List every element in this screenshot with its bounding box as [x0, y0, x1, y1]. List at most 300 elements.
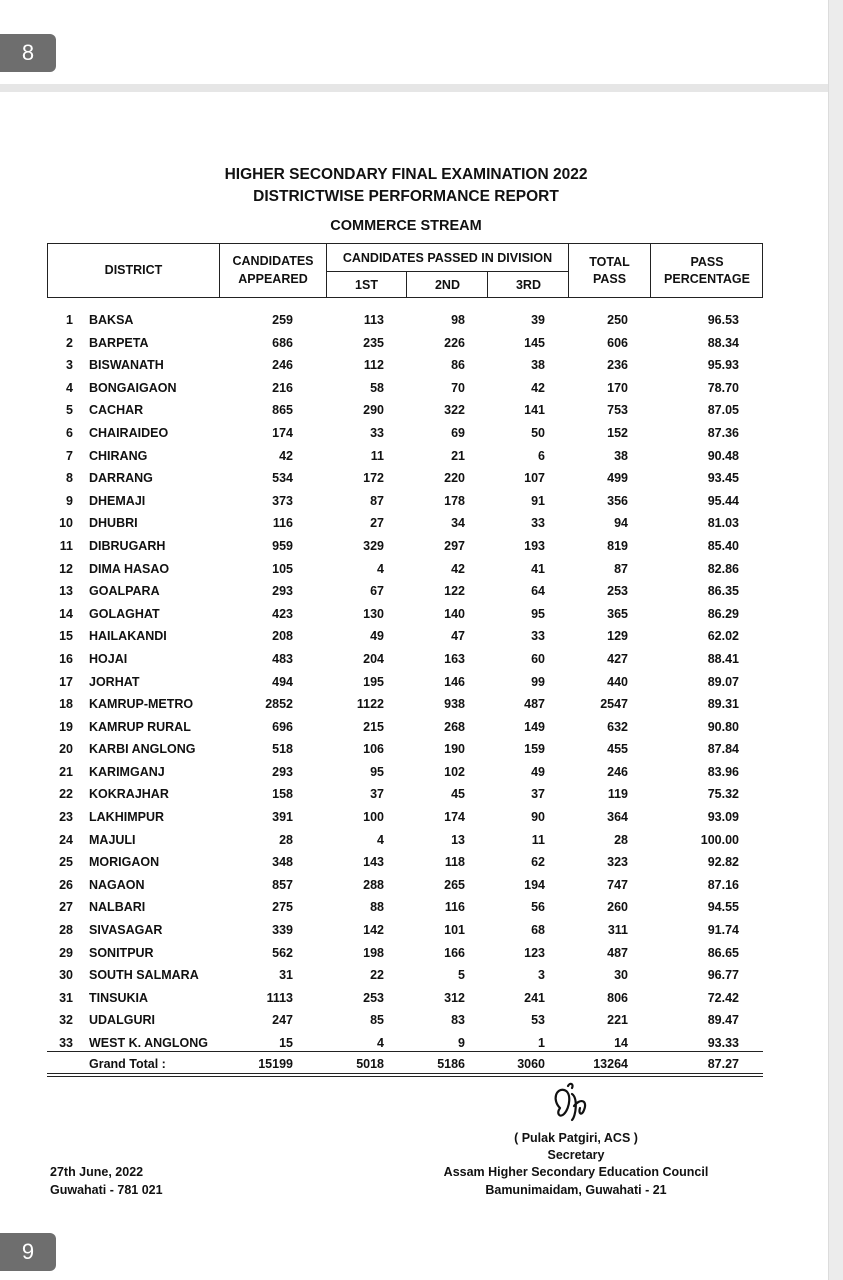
page-number-badge[interactable]: 9 [0, 1233, 56, 1271]
row-pass-percentage: 100.00 [700, 832, 739, 847]
table-row [47, 806, 763, 829]
row-appeared: 31 [279, 968, 293, 983]
row-pass-percentage: 94.55 [707, 900, 739, 915]
row-district: JORHAT [89, 674, 140, 689]
row-district: KAMRUP-METRO [89, 697, 194, 712]
row-second-division: 220 [444, 471, 465, 486]
row-first-division: 215 [363, 719, 384, 734]
row-pass-percentage: 86.29 [707, 606, 739, 621]
row-serial: 23 [59, 810, 73, 825]
table-row [47, 535, 763, 558]
row-second-division: 118 [444, 855, 465, 870]
header-total: PASS [592, 271, 627, 286]
council-address: Bamunimaidam, Guwahati - 21 [485, 1183, 667, 1197]
row-appeared: 42 [279, 448, 293, 463]
row-serial: 20 [59, 742, 73, 757]
row-first-division: 33 [370, 425, 384, 440]
row-second-division: 34 [451, 516, 465, 531]
row-second-division: 69 [451, 425, 465, 440]
row-first-division: 67 [370, 584, 384, 599]
row-second-division: 45 [451, 787, 465, 802]
row-district: WEST K. ANGLONG [89, 1036, 208, 1050]
row-third-division: 60 [531, 651, 545, 666]
row-second-division: 268 [444, 719, 465, 734]
row-first-division: 85 [370, 1013, 384, 1028]
row-third-division: 90 [531, 810, 545, 825]
row-district: SOUTH SALMARA [89, 968, 199, 983]
row-third-division: 149 [524, 719, 545, 734]
row-second-division: 938 [444, 697, 465, 712]
row-third-division: 68 [531, 923, 545, 938]
table-row [47, 783, 763, 806]
row-third-division: 49 [531, 764, 545, 779]
row-appeared: 534 [272, 471, 293, 486]
row-pass-percentage: 96.77 [707, 968, 739, 983]
row-third-division: 6 [538, 448, 545, 463]
row-district: TINSUKIA [89, 990, 149, 1005]
row-district: SONITPUR [89, 945, 154, 960]
row-third-division: 1 [538, 1036, 545, 1050]
row-appeared: 857 [272, 877, 293, 892]
row-district: GOALPARA [89, 584, 160, 599]
header-percentage: PASS [690, 254, 724, 269]
row-third-division: 50 [531, 425, 545, 440]
row-third-division: 241 [524, 990, 545, 1005]
row-appeared: 959 [272, 538, 293, 553]
row-total-pass: 311 [607, 923, 628, 938]
row-serial: 16 [59, 651, 73, 666]
row-district: MORIGAON [89, 855, 160, 870]
row-serial: 7 [66, 448, 73, 463]
signature-image [548, 1078, 608, 1128]
row-total-pass: 246 [607, 764, 628, 779]
table-row [47, 354, 763, 377]
row-first-division: 329 [363, 538, 384, 553]
header-district: DISTRICT [104, 262, 163, 277]
row-total-pass: 806 [607, 990, 628, 1005]
page-number-badge[interactable]: 8 [0, 34, 56, 72]
row-serial: 2 [66, 335, 73, 350]
table-row [47, 490, 763, 513]
table-row [47, 1009, 763, 1032]
row-first-division: 37 [370, 787, 384, 802]
row-total-pass: 747 [607, 877, 628, 892]
row-serial: 12 [59, 561, 73, 576]
header-first: 1ST [355, 277, 378, 292]
row-second-division: 42 [451, 561, 465, 576]
row-appeared: 339 [272, 923, 293, 938]
row-appeared: 483 [272, 651, 293, 666]
row-district: HAILAKANDI [89, 629, 167, 644]
row-third-division: 99 [531, 674, 545, 689]
row-second-division: 166 [444, 945, 465, 960]
row-pass-percentage: 89.31 [707, 697, 739, 712]
row-district: DHUBRI [89, 516, 138, 531]
row-second-division: 70 [451, 380, 465, 395]
row-pass-percentage: 87.05 [707, 403, 739, 418]
row-total-pass: 129 [607, 629, 628, 644]
row-first-division: 235 [363, 335, 384, 350]
row-serial: 10 [59, 516, 73, 531]
row-total-pass: 455 [607, 742, 628, 757]
report-date: 27th June, 2022 [50, 1165, 144, 1179]
table-row [47, 309, 763, 332]
table-row [47, 422, 763, 445]
row-serial: 22 [59, 787, 73, 802]
row-first-division: 58 [370, 380, 384, 395]
row-third-division: 56 [531, 900, 545, 915]
row-pass-percentage: 92.82 [707, 855, 739, 870]
row-serial: 32 [59, 1013, 73, 1028]
table-row [47, 580, 763, 603]
row-appeared: 373 [272, 493, 293, 508]
row-district: NAGAON [89, 877, 145, 892]
row-serial: 3 [66, 358, 73, 373]
row-district: KOKRAJHAR [89, 787, 169, 802]
table-row [47, 603, 763, 626]
row-appeared: 865 [272, 403, 293, 418]
row-pass-percentage: 87.16 [707, 877, 739, 892]
row-first-division: 95 [370, 764, 384, 779]
row-first-division: 4 [377, 832, 384, 847]
row-pass-percentage: 89.47 [707, 1013, 739, 1028]
row-third-division: 141 [524, 403, 545, 418]
row-pass-percentage: 86.65 [707, 945, 739, 960]
row-total-pass: 253 [607, 584, 628, 599]
grand-total-percentage: 87.27 [707, 1057, 739, 1071]
grand-total-row [47, 1054, 763, 1074]
row-appeared: 391 [272, 810, 293, 825]
row-second-division: 163 [444, 651, 465, 666]
row-first-division: 106 [363, 742, 384, 757]
row-second-division: 312 [444, 990, 465, 1005]
row-pass-percentage: 72.42 [707, 990, 739, 1005]
grand-total-first: 5018 [356, 1057, 384, 1071]
row-pass-percentage: 90.80 [707, 719, 739, 734]
row-pass-percentage: 75.32 [707, 787, 739, 802]
row-district: BISWANATH [89, 358, 164, 373]
row-appeared: 696 [272, 719, 293, 734]
row-total-pass: 356 [607, 493, 628, 508]
row-serial: 26 [59, 877, 73, 892]
header-appeared: CANDIDATES [232, 253, 314, 268]
row-total-pass: 427 [607, 651, 628, 666]
table-row [47, 987, 763, 1010]
row-first-division: 288 [363, 877, 384, 892]
header-total: TOTAL [589, 254, 630, 269]
row-serial: 17 [59, 674, 73, 689]
row-total-pass: 632 [607, 719, 628, 734]
row-third-division: 64 [531, 584, 545, 599]
row-first-division: 253 [363, 990, 384, 1005]
row-appeared: 116 [272, 516, 293, 531]
row-second-division: 5 [458, 968, 465, 983]
row-pass-percentage: 82.86 [707, 561, 739, 576]
row-total-pass: 365 [607, 606, 628, 621]
row-pass-percentage: 93.09 [707, 810, 739, 825]
row-serial: 27 [59, 900, 73, 915]
row-pass-percentage: 62.02 [707, 629, 739, 644]
row-pass-percentage: 91.74 [707, 923, 739, 938]
row-second-division: 116 [444, 900, 465, 915]
row-second-division: 146 [444, 674, 465, 689]
row-serial: 31 [59, 990, 73, 1005]
row-pass-percentage: 81.03 [707, 516, 739, 531]
row-serial: 14 [59, 606, 73, 621]
row-serial: 13 [59, 584, 73, 599]
row-second-division: 297 [444, 538, 465, 553]
previous-page [0, 0, 828, 84]
table-row [47, 512, 763, 535]
row-total-pass: 753 [607, 403, 628, 418]
row-second-division: 322 [444, 403, 465, 418]
row-appeared: 2852 [265, 697, 293, 712]
table-row [47, 874, 763, 897]
table-row [47, 829, 763, 852]
row-first-division: 143 [363, 855, 384, 870]
row-district: KAMRUP RURAL [89, 719, 191, 734]
row-second-division: 21 [451, 448, 465, 463]
row-pass-percentage: 86.35 [707, 584, 739, 599]
row-third-division: 33 [531, 629, 545, 644]
row-second-division: 174 [444, 810, 465, 825]
scrollbar[interactable] [828, 0, 843, 1280]
row-appeared: 174 [272, 425, 293, 440]
header-divider [406, 272, 407, 297]
row-serial: 18 [59, 697, 73, 712]
row-third-division: 194 [524, 877, 545, 892]
row-appeared: 1113 [266, 990, 293, 1005]
row-serial: 28 [59, 923, 73, 938]
row-serial: 25 [59, 855, 73, 870]
table-row [47, 648, 763, 671]
signatory-name: ( Pulak Patgiri, ACS ) [514, 1131, 638, 1145]
row-pass-percentage: 95.93 [707, 358, 739, 373]
row-first-division: 4 [377, 1036, 384, 1050]
row-second-division: 190 [444, 742, 465, 757]
row-third-division: 91 [531, 493, 545, 508]
row-second-division: 9 [458, 1036, 465, 1050]
row-appeared: 216 [272, 380, 293, 395]
row-first-division: 11 [370, 448, 384, 463]
row-first-division: 204 [363, 651, 384, 666]
row-district: BONGAIGAON [89, 380, 177, 395]
row-serial: 21 [59, 764, 73, 779]
row-pass-percentage: 85.40 [707, 538, 739, 553]
table-row [47, 671, 763, 694]
table-row [47, 445, 763, 468]
row-appeared: 247 [272, 1013, 293, 1028]
table-row [47, 919, 763, 942]
row-third-division: 193 [524, 538, 545, 553]
row-appeared: 105 [272, 561, 293, 576]
row-third-division: 38 [531, 358, 545, 373]
row-first-division: 4 [377, 561, 384, 576]
row-district: DHEMAJI [89, 493, 146, 508]
row-district: GOLAGHAT [89, 606, 160, 621]
row-pass-percentage: 87.36 [707, 425, 739, 440]
row-district: CACHAR [89, 403, 144, 418]
row-first-division: 1122 [356, 697, 384, 712]
grand-total-third: 3060 [517, 1057, 545, 1071]
row-first-division: 87 [370, 493, 384, 508]
row-total-pass: 221 [607, 1013, 628, 1028]
row-third-division: 41 [531, 561, 545, 576]
row-third-division: 37 [531, 787, 545, 802]
row-district: NALBARI [89, 900, 146, 915]
row-pass-percentage: 83.96 [707, 764, 739, 779]
row-serial: 9 [66, 493, 73, 508]
grand-total-label: Grand Total : [89, 1057, 166, 1071]
row-appeared: 494 [272, 674, 293, 689]
row-appeared: 423 [272, 606, 293, 621]
row-total-pass: 170 [607, 380, 628, 395]
row-district: UDALGURI [89, 1013, 155, 1028]
row-district: BARPETA [89, 335, 149, 350]
row-total-pass: 440 [607, 674, 628, 689]
row-total-pass: 2547 [600, 697, 628, 712]
grand-total-second: 5186 [437, 1057, 465, 1071]
row-third-division: 95 [531, 606, 545, 621]
row-first-division: 88 [370, 900, 384, 915]
row-second-division: 265 [444, 877, 465, 892]
header-divider [326, 271, 568, 272]
row-appeared: 293 [272, 584, 293, 599]
row-serial: 5 [66, 403, 73, 418]
row-pass-percentage: 93.33 [707, 1036, 739, 1050]
row-first-division: 22 [370, 968, 384, 983]
row-total-pass: 38 [614, 448, 628, 463]
row-pass-percentage: 93.45 [707, 471, 739, 486]
row-second-division: 140 [444, 606, 465, 621]
row-second-division: 86 [451, 358, 465, 373]
row-second-division: 122 [444, 584, 465, 599]
row-total-pass: 487 [607, 945, 628, 960]
row-pass-percentage: 88.41 [707, 651, 739, 666]
row-total-pass: 152 [607, 425, 628, 440]
row-second-division: 83 [451, 1013, 465, 1028]
row-second-division: 102 [444, 764, 465, 779]
row-appeared: 208 [272, 629, 293, 644]
row-district: DIBRUGARH [89, 538, 166, 553]
table-row [47, 558, 763, 581]
row-total-pass: 364 [607, 810, 628, 825]
grand-total-pass: 13264 [593, 1057, 628, 1071]
row-third-division: 145 [524, 335, 545, 350]
council-name: Assam Higher Secondary Education Council [443, 1165, 709, 1179]
row-first-division: 172 [363, 471, 384, 486]
header-percentage: PERCENTAGE [664, 271, 750, 286]
row-district: MAJULI [89, 832, 136, 847]
row-district: KARBI ANGLONG [89, 742, 196, 757]
row-total-pass: 28 [614, 832, 628, 847]
table-row [47, 467, 763, 490]
table-header [47, 243, 763, 298]
row-serial: 15 [59, 629, 73, 644]
grand-total-appeared: 15199 [258, 1057, 293, 1071]
row-appeared: 158 [272, 787, 293, 802]
row-first-division: 290 [363, 403, 384, 418]
row-pass-percentage: 87.84 [707, 742, 739, 757]
row-pass-percentage: 95.44 [707, 493, 739, 508]
row-pass-percentage: 78.70 [707, 380, 739, 395]
row-appeared: 293 [272, 764, 293, 779]
table-row [47, 761, 763, 784]
report-place: Guwahati - 781 021 [50, 1183, 163, 1197]
row-appeared: 518 [272, 742, 293, 757]
table-row [47, 896, 763, 919]
row-district: LAKHIMPUR [89, 810, 164, 825]
table-row [47, 738, 763, 761]
row-serial: 19 [59, 719, 73, 734]
row-appeared: 562 [272, 945, 293, 960]
header-division-group: CANDIDATES PASSED IN DIVISION [342, 250, 553, 265]
header-appeared: APPEARED [238, 271, 308, 286]
divider [47, 1076, 763, 1077]
row-district: KARIMGANJ [89, 764, 165, 779]
row-district: HOJAI [89, 651, 128, 666]
row-serial: 4 [66, 380, 73, 395]
table-row [47, 625, 763, 648]
row-total-pass: 87 [614, 561, 628, 576]
row-third-division: 107 [524, 471, 545, 486]
row-serial: 29 [59, 945, 73, 960]
row-second-division: 101 [444, 923, 465, 938]
row-first-division: 49 [370, 629, 384, 644]
header-second: 2ND [434, 277, 460, 292]
row-serial: 11 [59, 538, 73, 553]
row-total-pass: 30 [614, 968, 628, 983]
row-appeared: 275 [272, 900, 293, 915]
header-third: 3RD [515, 277, 541, 292]
header-divider [487, 272, 488, 297]
table-body [47, 309, 763, 1055]
row-district: DARRANG [89, 471, 153, 486]
row-appeared: 28 [279, 832, 293, 847]
row-third-division: 159 [524, 742, 545, 757]
row-district: DIMA HASAO [89, 561, 170, 576]
row-total-pass: 250 [607, 313, 628, 327]
row-first-division: 100 [363, 810, 384, 825]
row-second-division: 47 [451, 629, 465, 644]
divider [47, 1051, 763, 1052]
row-serial: 30 [59, 968, 73, 983]
divider [47, 1073, 763, 1074]
row-total-pass: 499 [607, 471, 628, 486]
table-row [47, 399, 763, 422]
row-district: CHAIRAIDEO [89, 425, 169, 440]
table-row [47, 851, 763, 874]
row-serial: 33 [59, 1036, 73, 1050]
table-row [47, 693, 763, 716]
row-second-division: 13 [451, 832, 465, 847]
row-appeared: 348 [272, 855, 293, 870]
row-pass-percentage: 88.34 [707, 335, 739, 350]
table-row [47, 716, 763, 739]
row-total-pass: 94 [614, 516, 628, 531]
row-first-division: 112 [363, 358, 384, 373]
row-appeared: 259 [272, 313, 293, 327]
row-third-division: 39 [531, 313, 545, 327]
row-total-pass: 14 [614, 1036, 628, 1050]
row-third-division: 11 [531, 832, 545, 847]
table-row [47, 377, 763, 400]
row-first-division: 130 [363, 606, 384, 621]
row-third-division: 53 [531, 1013, 545, 1028]
row-serial: 24 [59, 832, 73, 847]
row-total-pass: 606 [607, 335, 628, 350]
table-row [47, 332, 763, 355]
